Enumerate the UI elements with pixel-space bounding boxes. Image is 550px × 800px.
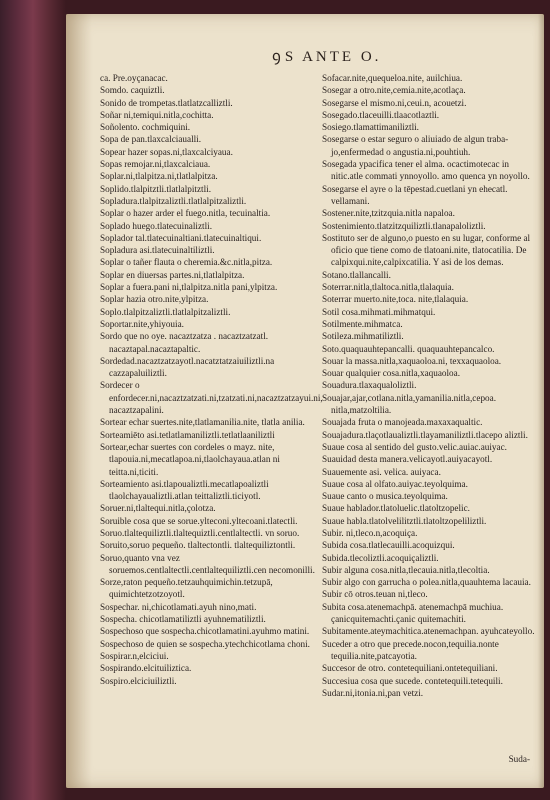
dictionary-entry: Subir cō otros.teuan ni,tleco.: [322, 589, 428, 600]
dictionary-entry: Sorteamiento asi.tlapoualiztli.mecatlapoaliztli tlaolchayaualiztli.atlan teittaliztli.ticiyotl.: [100, 478, 269, 502]
dictionary-entry: Soto.quaquauhtepancalli. quaquauhtepancalco.: [322, 343, 495, 354]
dictionary-entry: Suauemente asi. velica. auiyaca.: [322, 466, 441, 477]
dictionary-entry: Sosegarse el ayre o la tēpestad.cuetlani yn ehecatl. vellamani.: [322, 183, 508, 206]
left-column: [100, 72, 326, 687]
dictionary-entry: Souar la massa.nitla,xaquaoloa.ni, texxaquaoloa.: [322, 355, 502, 366]
dictionary-entry: Soplado huego.tlatecuinaliztli.: [100, 220, 213, 231]
catchword: Suda-: [508, 754, 530, 764]
dictionary-entry: Suaue canto o musica.teyolquima.: [322, 491, 448, 502]
header-ornament: ꝯ: [272, 49, 281, 65]
dictionary-entry: Somdo. caquiztli.: [100, 85, 165, 96]
dictionary-entry: Sopear hazer sopas.ni,tlaxcalciyaua.: [100, 146, 233, 157]
dictionary-entry: Soportar.nite,yhiyouia.: [100, 318, 184, 329]
dictionary-entry: Subitamente.ateymachitica.atenemachpan. ayuhcateyollo.: [322, 626, 535, 637]
dictionary-entry: Sotilmente.mihmatca.: [322, 318, 403, 329]
page-edge: [538, 14, 544, 788]
dictionary-entry: Sostituto ser de alguno,o puesto en su lugar, conforme al oficio que tiene como de tlatoani.nite, tlatocatilia. De calpixqui.nite,calpixcatilia. Y asi de los demas.: [322, 232, 531, 268]
dictionary-entry: Sospirando.elcituiliztica.: [100, 663, 192, 674]
dictionary-entry: Subida cosa.tlatlecauilli.acoquizqui.: [322, 540, 455, 551]
dictionary-entry: Souajadura.tlaçotlaualiztli.tlayamaniliztli.tlacepo aliztli.: [322, 429, 528, 440]
dictionary-entry: Succesiua cosa que sucede. contetequili.tetequili.: [322, 675, 503, 686]
dictionary-entry: Soplar.ni,tlalpitza.ni,tlatlalpitza.: [100, 171, 218, 182]
dictionary-entry: Sudar.ni,itonia.ni,pan vetzi.: [322, 687, 424, 698]
dictionary-entry: Sorteamiēto asi.tetlatlamaniliztli.tetlatlaaniliztli: [100, 429, 275, 440]
dictionary-entry: Subir algo con garrucha o polea.nitla,quauhtema lacauia.: [322, 577, 531, 588]
header-title: S ANTE O.: [284, 49, 382, 65]
dictionary-entry: ca. Pre.oyçanacac.: [100, 73, 168, 83]
page-header: [66, 46, 544, 66]
dictionary-entry: Sortear echar suertes.nite,tlatlamanilia.nite, tlatla anilia.: [100, 417, 305, 428]
dictionary-entry: Soñar ni,temiqui.nitla,cochitta.: [100, 109, 214, 120]
dictionary-entry: Soplar hazia otro.nite,ylpitza.: [100, 294, 209, 305]
page-gutter-shadow: [66, 14, 92, 788]
dictionary-entry: Sostener.nite,tzitzquia.nitla napaloa.: [322, 208, 455, 219]
dictionary-entry: Suaue cosa al olfato.auiyac.teyolquima.: [322, 478, 468, 489]
dictionary-entry: Sofacar.nite,quequeloa.nite, auilchiua.: [322, 73, 463, 83]
dictionary-entry: Sopa de pan.tlaxcalciaualli.: [100, 134, 202, 145]
dictionary-entry: Sopas remojar.ni,tlaxcalciaua.: [100, 159, 211, 170]
dictionary-entry: Sospiro.elciciuiliztli.: [100, 675, 177, 686]
dictionary-entry: Subir. ni,tleco.n,acoquiça.: [322, 527, 418, 538]
dictionary-entry: Sopladura asi.tlatecuinaltiliztli.: [100, 245, 215, 256]
dictionary-entry: Soplar o tañer flauta o cheremia.&c.nitla,pitza.: [100, 257, 273, 268]
dictionary-entry: Soplador tal.tlatecuinaltiani.tlatecuinaltiqui.: [100, 232, 262, 243]
dictionary-entry: Suaue habla.tlatolvelilitztli.tlatoltzopeliliztli.: [322, 515, 487, 526]
dictionary-entry: Sosegarse o estar seguro o aliuiado de algun traba- jo,enfermedad o angustia.ni,pouhtiuh.: [322, 134, 509, 157]
right-column: [322, 72, 538, 699]
dictionary-entry: Sotano.tlallancalli.: [322, 269, 391, 280]
dictionary-entry: Souar qualquier cosa.nitla,xaquaoloa.: [322, 368, 461, 379]
dictionary-entry: Sosiego.tlamattimaniliztli.: [322, 122, 419, 133]
dictionary-entry: Suauidad desta manera.velicayotl.auiyacayotl.: [322, 454, 493, 465]
dictionary-entry: Sospirar.n,elciciui.: [100, 650, 169, 661]
dictionary-entry: Souadura.tlaxaqualoliztli.: [322, 380, 417, 391]
dictionary-entry: Sotil cosa.mihmati.mihmatqui.: [322, 306, 436, 317]
dictionary-entry: Soplar o hazer arder el fuego.nitla, tecuinaltia.: [100, 208, 271, 219]
dictionary-entry: Subita cosa.atenemachpā. atenemachpā muchiua. çanicquitemachti.çanic quitemachiti.: [322, 601, 504, 625]
dictionary-entry: Sordedad.nacaztzatzayotl.nacatztatzaiuiliztli.na cazzapaluiliztli.: [100, 355, 275, 379]
dictionary-entry: Suceder a otro que precede.nocon,tequilia.nonte tequilia.nite,patcayotia.: [322, 638, 499, 661]
dictionary-entry: Souajada fruta o manojeada.maxaxaqualtic.: [322, 417, 483, 428]
dictionary-entry: Soñolento. cochmiquini.: [100, 122, 191, 133]
dictionary-entry: Sosegado.tlaceuilli.tlaacotlaztli.: [322, 109, 440, 120]
dictionary-entry: Sordecer o enfordecer.ni,nacaztzatzati.ni,tzatzati.ni,nacaztzatzayui.ni, nacaztzapalini.: [100, 380, 323, 416]
book-page: [66, 14, 544, 788]
dictionary-entry: Soplido.tlalpitztli.tlatlalpitztli.: [100, 183, 212, 194]
dictionary-entry: Sospecha. chicotlamatiliztli ayuhnematiliztli.: [100, 614, 266, 625]
dictionary-entry: Sotileza.mihmatiliztli.: [322, 331, 404, 342]
dictionary-entry: Sorze,raton pequeño.tetzauhquimichin.tetzupā, quimichtetzotzoyotl.: [100, 577, 273, 600]
dictionary-entry: Soruer.ni,tlaltequi.nitla,çolotza.: [100, 503, 216, 514]
dictionary-entry: Sospechoso de quien se sospecha.ytechchicotlama choni.: [100, 638, 310, 649]
dictionary-entry: Sospechar. ni,chicotlamati.ayuh nino,mati.: [100, 601, 257, 612]
dictionary-entry: Soruible cosa que se sorue.ylteconi.yltecoani.tlatectli.: [100, 515, 298, 526]
dictionary-entry: Suaue cosa al sentido del gusto.velic.auiac.auiyac.: [322, 441, 507, 452]
dictionary-entry: Subir alguna cosa.nitla,tlecauia.nitla,tlecoltia.: [322, 564, 490, 575]
running-head: [272, 46, 381, 66]
dictionary-entry: Soruo,quanto vna vez soruemos.centlaltectli.centlaltequiliztli.cen necomonilli.: [100, 552, 315, 575]
dictionary-entry: Sosegar a otro.nite,cemia.nite,acotlaça.: [322, 85, 466, 96]
dictionary-entry: Soplar en diuersas partes.ni,tlatlalpitza.: [100, 269, 245, 280]
dictionary-entry: Sopladura.tlalpitzaliztli.tlatlalpitzaliztli.: [100, 195, 247, 206]
dictionary-entry: Soruo.tlaltequiliztli.tlaltequiztli.centlaltectli. vn soruo.: [100, 527, 300, 538]
dictionary-entry: Succesor de otro. contetequiliani.ontetequiliani.: [322, 663, 498, 674]
dictionary-entry: Soplo.tlalpitzaliztli.tlatlalpitzaliztli.: [100, 306, 231, 317]
dictionary-entry: Sostenimiento.tlatzitzquiliztli.tlanapaloliztli.: [322, 220, 486, 231]
dictionary-entry: Sosegada ypacifica tener el alma. ocactimotecac in nitic.atle commati ynnoyollo. amo quenca yn noyollo.: [322, 159, 530, 182]
dictionary-entry: Soruito,soruo pequeño. tlaltectontli. tlaltequiliztontli.: [100, 540, 296, 551]
dictionary-entry: Sonido de trompetas.tlatlatzcalliztli.: [100, 97, 233, 108]
dictionary-entry: Sordo que no oye. nacaztzatza . nacaztzatzatl. nacaztapal.nacaztapaltic.: [100, 331, 269, 354]
dictionary-entry: Sortear,echar suertes con cordeles o mayz. nite, tlapouia.ni,mecatlapoa.ni,tlaolchayaua.atlan ni teitta.ni,ticiti.: [100, 441, 280, 477]
dictionary-entry: Suaue hablador.tlatoluelic.tlatoltzopelic.: [322, 503, 470, 514]
dictionary-entry: Subida.tlecoliztli.acoquiçaliztli.: [322, 552, 439, 563]
dictionary-entry: Soterrar.nitla,tlaltoca.nitla,tlalaquia.: [322, 282, 454, 293]
dictionary-entry: Sosegarse el mismo.ni,ceui.n, acouetzi.: [322, 97, 467, 108]
dictionary-entry: Sospechoso que sospecha.chicotlamatini.ayuhmo matini.: [100, 626, 310, 637]
dictionary-entry: Souajar,ajar,cotlana.nitla,yamanilia.nitla,cepoa. nitla,matzoltilia.: [322, 392, 497, 416]
dictionary-entry: Soterrar muerto.nite,toca. nite,tlalaquia.: [322, 294, 469, 305]
dictionary-entry: Soplar a fuera.pani ni,tlalpitza.nitla pani,ylpitza.: [100, 282, 278, 293]
